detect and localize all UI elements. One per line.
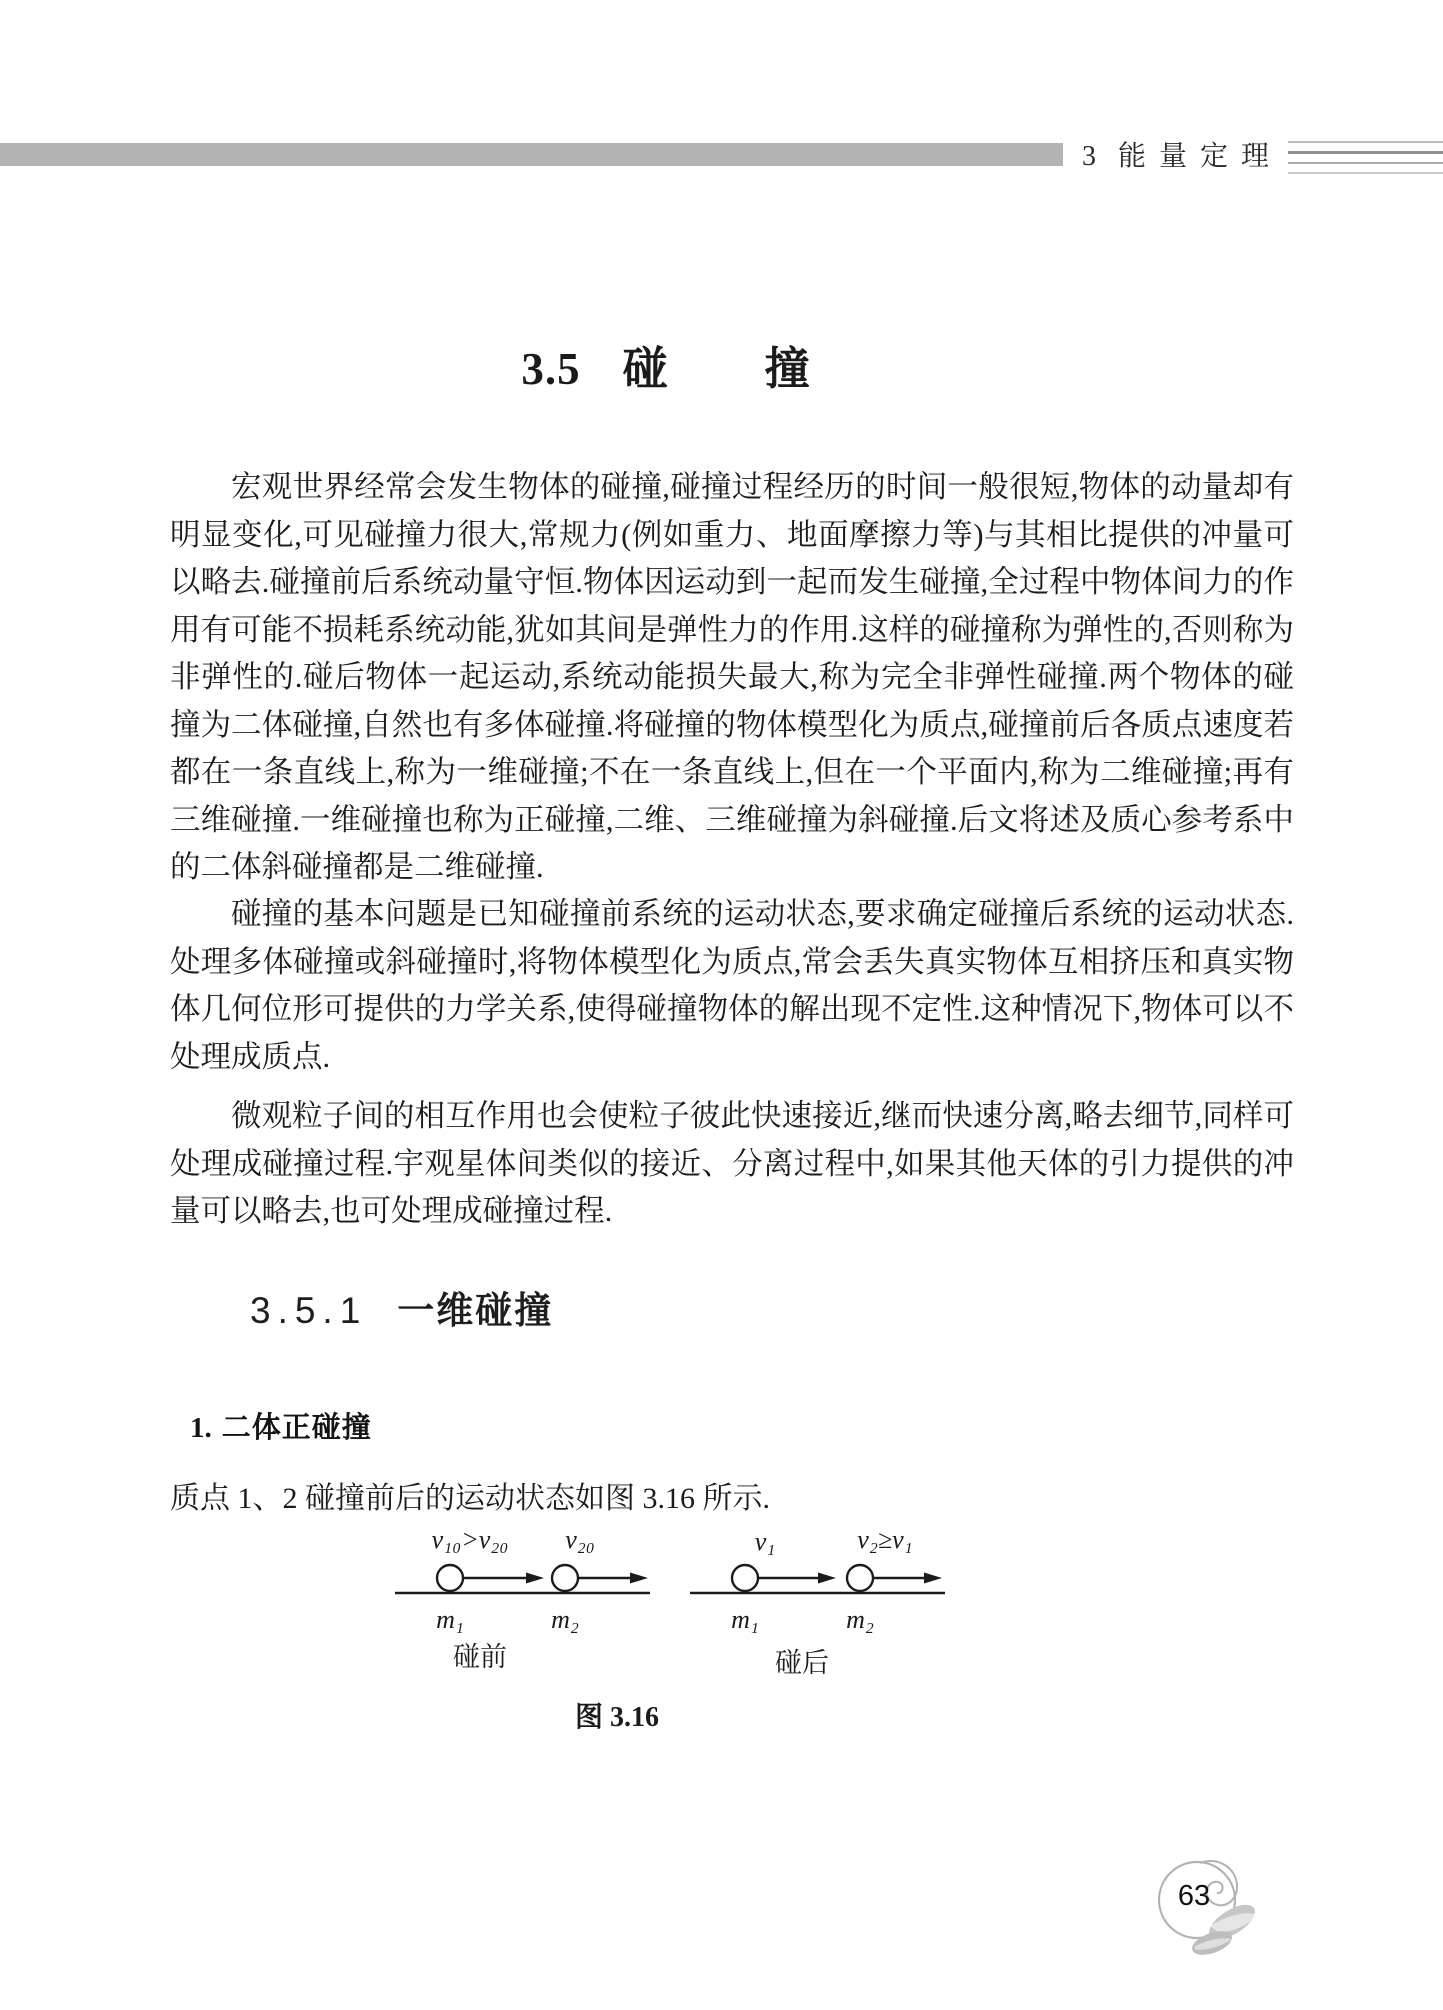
after-velocity-label-2: v₂≥v₁ <box>857 1525 913 1554</box>
subsubsection-title: 二体正碰撞 <box>221 1412 372 1444</box>
after-velocity-label-1: v₁ <box>754 1527 776 1556</box>
subsubsection-number: 1. <box>190 1412 212 1444</box>
before-caption: 碰前 <box>453 1642 507 1672</box>
header-rule-line <box>1288 162 1443 164</box>
paragraph-2 <box>170 891 1294 1081</box>
after-mass-1-label: m₁ <box>731 1605 759 1634</box>
before-mass-2-label: m₂ <box>551 1605 579 1634</box>
paragraph-1 <box>170 464 1294 892</box>
subsection-title: 一维碰撞 <box>397 1290 554 1331</box>
figure-caption: 图 3.16 <box>574 1702 659 1733</box>
page-number-badge <box>1140 1840 1270 1975</box>
after-caption: 碰后 <box>775 1648 829 1678</box>
paragraph-3 <box>170 1093 1294 1236</box>
subsubsection-heading <box>190 1405 372 1446</box>
leaf-highlight-icon <box>1210 1913 1258 1932</box>
header-bar <box>0 143 1063 166</box>
chapter-number: 3 <box>1082 141 1096 172</box>
paragraph-3-text: 微观粒子间的相互作用也会使粒子彼此快速接近,继而快速分离,略去细节,同样可处理成碰撞过程.宇观星体间类似的接近、分离过程中,如果其他天体的引力提供的冲量可以略去,也可处理成碰撞过程. <box>170 1099 1294 1228</box>
section-title <box>0 332 1332 392</box>
after-mass-2-label: m₂ <box>846 1605 874 1634</box>
collision-figure <box>330 1513 1030 1733</box>
chapter-heading <box>1082 134 1292 174</box>
section-title-number: 3.5 <box>521 344 581 394</box>
paragraph-2-text: 碰撞的基本问题是已知碰撞前系统的运动状态,要求确定碰撞后系统的运动状态.处理多体碰撞或斜碰撞时,将物体模型化为质点,常会丢失真实物体互相挤压和真实物体几何位形可提供的力学关系,使得碰撞物体的解出现不定性.这种情况下,物体可以不处理成质点. <box>170 897 1294 1074</box>
section-title-char2: 撞 <box>764 344 811 394</box>
section-title-char1: 碰 <box>622 344 669 394</box>
subsection-heading <box>250 1280 554 1331</box>
header-rule-line <box>1288 151 1443 154</box>
header-rule-line <box>1288 172 1443 174</box>
before-velocity-label-2: v₂₀ <box>565 1525 595 1554</box>
chapter-title: 能量定理 <box>1118 141 1283 172</box>
paragraph-1-text: 宏观世界经常会发生物体的碰撞,碰撞过程经历的时间一般很短,物体的动量却有明显变化,可见碰撞力很大,常规力(例如重力、地面摩擦力等)与其相比提供的冲量可以略去.碰撞前后系统动量守恒.物体因运动到一起而发生碰撞,全过程中物体间力的作用有可能不损耗系统动能,犹如其间是弹性力的作用.这样的碰撞称为弹性的,否则称为非弹性的.碰后物体一起运动,系统动能损失最大,称为完全非弹性碰撞.两个物体的碰撞为二体碰撞,自然也有多体碰撞.将碰撞的物体模型化为质点,碰撞前后各质点速度若都在一条直线上,称为一维碰撞;不在一条直线上,但在一个平面内,称为二维碰撞;再有三维碰撞.一维碰撞也称为正碰撞,二维、三维碰撞为斜碰撞.后文将述及质心参考系中的二体斜碰撞都是二维碰撞. <box>170 470 1294 884</box>
page-number: 63 <box>1177 1880 1211 1912</box>
subsection-number: 3.5.1 <box>250 1290 368 1331</box>
header-rule-line <box>1288 141 1443 143</box>
before-mass-1-label: m₁ <box>436 1605 464 1634</box>
intro-text: 质点 1、2 碰撞前后的运动状态如图 3.16 所示. <box>170 1482 770 1515</box>
before-velocity-label-1: v₁₀>v₂₀ <box>431 1525 509 1554</box>
